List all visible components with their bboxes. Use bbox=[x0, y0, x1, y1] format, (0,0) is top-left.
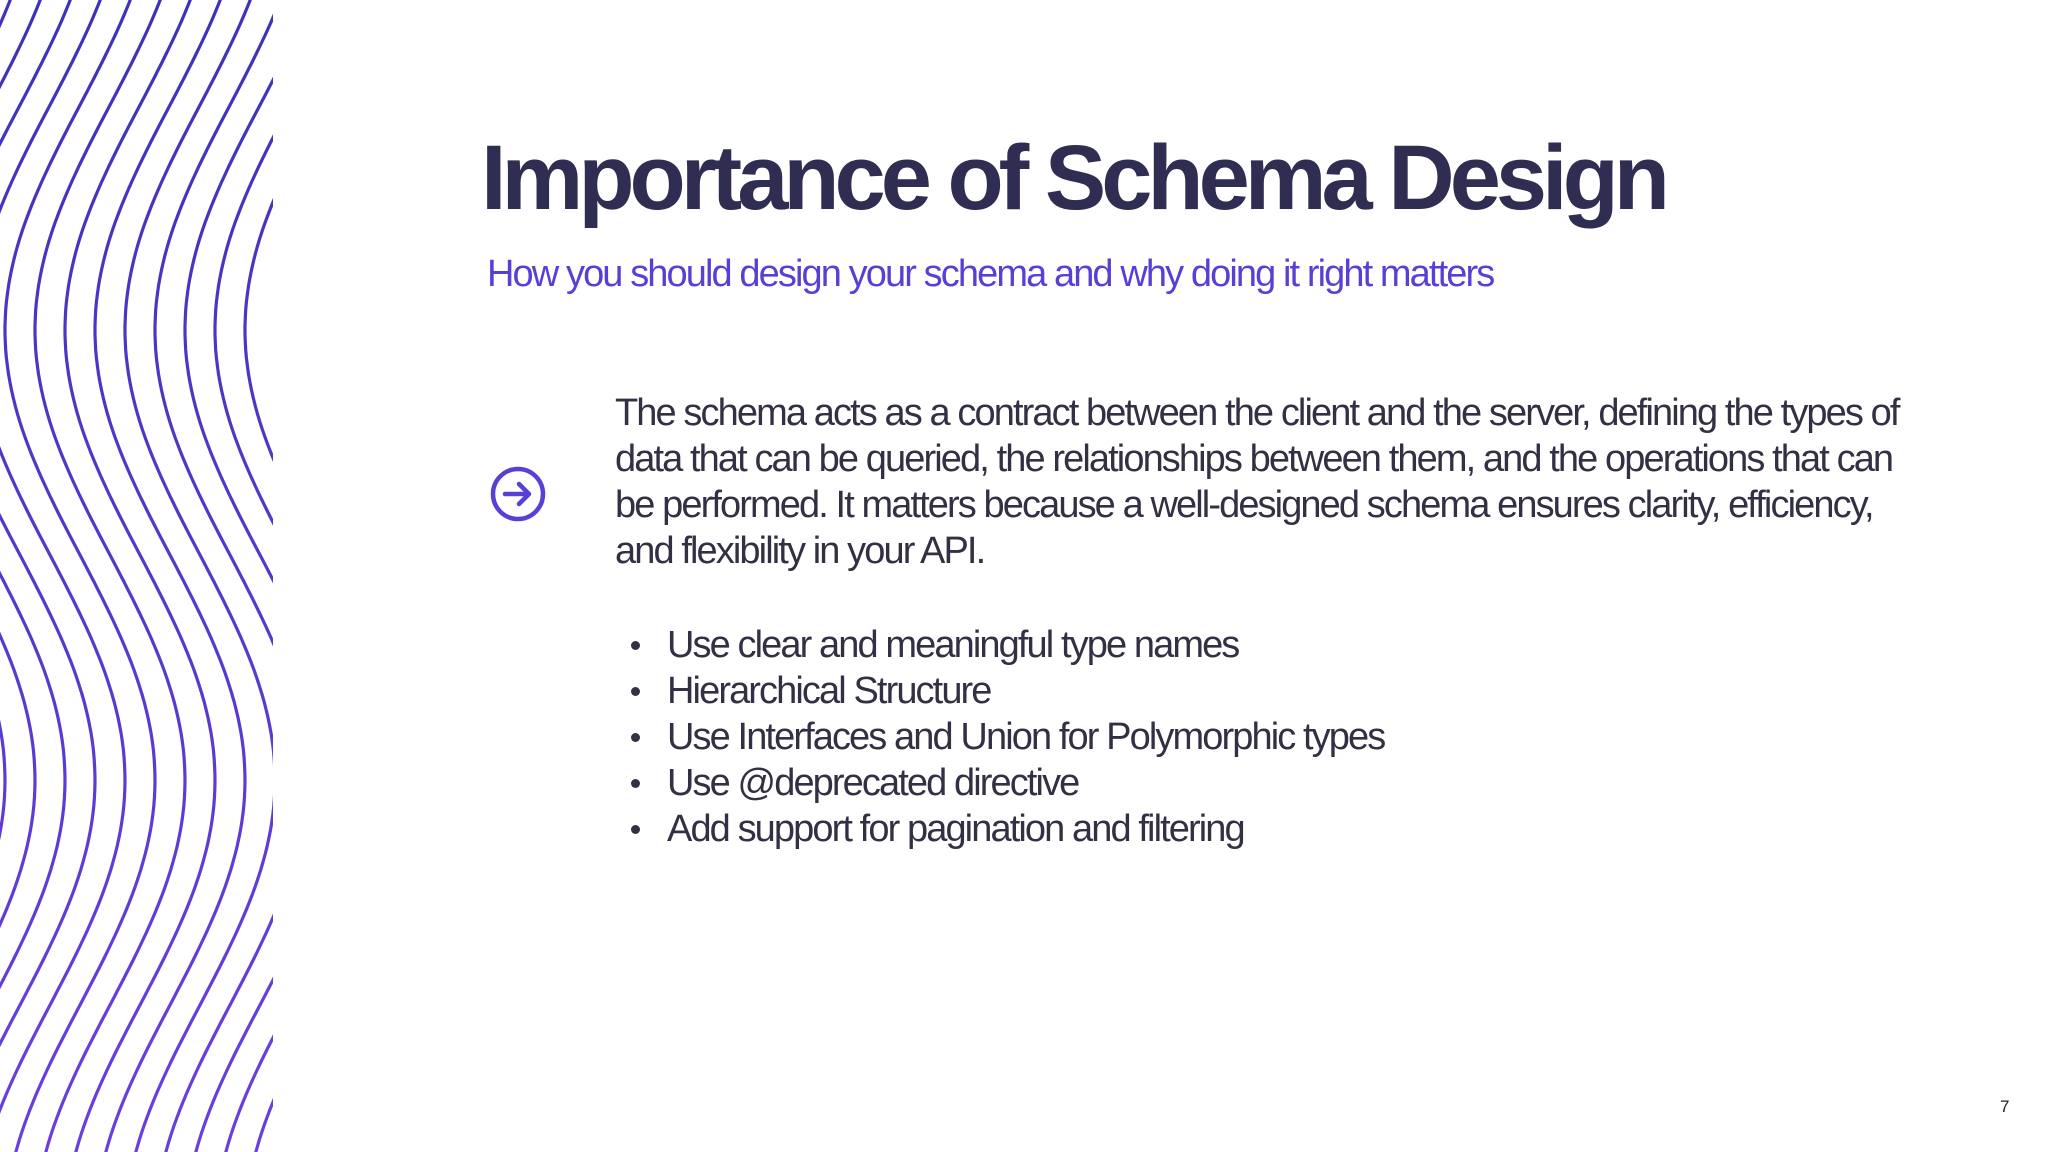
slide-title: Importance of Schema Design bbox=[481, 127, 1665, 229]
wave-line bbox=[185, 0, 273, 1152]
bullet-item: Add support for pagination and filtering bbox=[615, 806, 1384, 852]
wave-pattern-decoration bbox=[0, 0, 273, 1152]
bullet-item: Use Interfaces and Union for Polymorphic types bbox=[615, 714, 1384, 760]
page-number: 7 bbox=[2000, 1097, 2010, 1116]
bullet-item: Use clear and meaningful type names bbox=[615, 622, 1384, 668]
wave-lines-graphic bbox=[0, 0, 273, 1152]
wave-line bbox=[95, 0, 245, 1152]
wave-line bbox=[245, 0, 273, 1152]
wave-line bbox=[65, 0, 215, 1152]
wave-line bbox=[5, 0, 155, 1152]
body-paragraph: The schema acts as a contract between the client and the server, defining the types of data that can be queried, the relationships between them, and the operations that can be performed. It matters because a well-designed schema ensures clarity, efficiency, and flexibility in your API. bbox=[615, 392, 1899, 572]
wave-line bbox=[35, 0, 185, 1152]
wave-line bbox=[125, 0, 273, 1152]
arrow-circle-right-icon bbox=[489, 465, 547, 523]
bullet-list bbox=[615, 622, 1384, 852]
bullet-item: Hierarchical Structure bbox=[615, 668, 1384, 714]
slide-subtitle: How you should design your schema and why doing it right matters bbox=[487, 253, 1494, 295]
bullet-item: Use @deprecated directive bbox=[615, 760, 1384, 806]
